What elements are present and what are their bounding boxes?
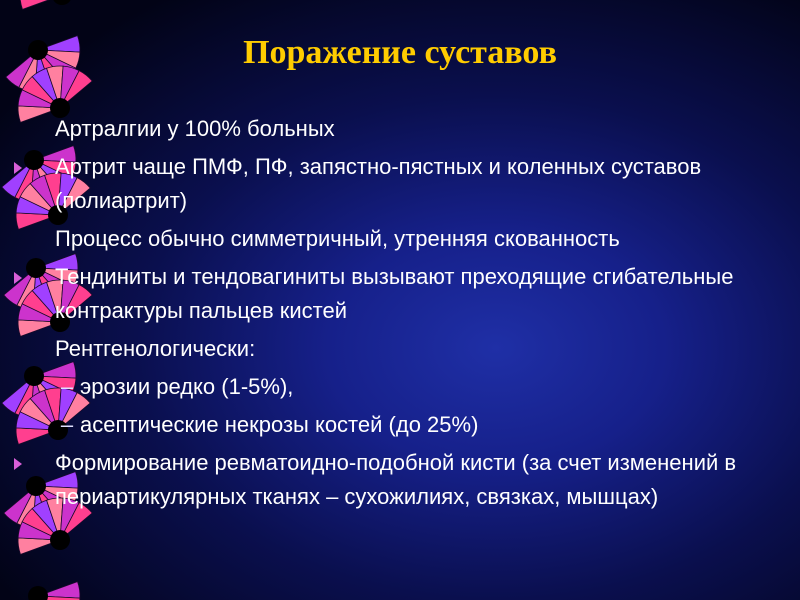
sub-bullet-marker: – bbox=[60, 412, 74, 437]
bullet-icon bbox=[14, 458, 22, 470]
slide-title: Поражение суставов bbox=[243, 34, 557, 71]
bullet-item: Процесс обычно симметричный, утренняя скованность bbox=[55, 226, 620, 251]
sub-bullet-item: – эрозии редко (1-5%), bbox=[0, 370, 800, 404]
sub-bullet-item: – асептические некрозы костей (до 25%) bbox=[0, 408, 800, 442]
bullet-icon bbox=[14, 162, 22, 174]
bullet-item: Артралгии у 100% больных bbox=[55, 116, 335, 141]
fan-hub bbox=[50, 530, 70, 550]
bullet-item: Артрит чаще ПМФ, ПФ, запястно-пястных и коленных суставов (полиартрит) bbox=[0, 150, 800, 218]
bullet-icon bbox=[14, 272, 22, 284]
sub-bullet-marker: – bbox=[60, 374, 74, 399]
fan-hub bbox=[52, 0, 72, 5]
fan-hub bbox=[28, 586, 48, 600]
bullet-item: Тендиниты и тендовагиниты вызывают преходящие сгибательные контрактуры пальцев кистей bbox=[0, 260, 800, 328]
bullet-list bbox=[0, 112, 800, 518]
bullet-item: Рентгенологически: bbox=[55, 336, 256, 361]
bullet-item: Формирование ревматоидно-подобной кисти (за счет изменений в периартикулярных тканях – сухожилиях, связках, мышцах) bbox=[0, 446, 800, 514]
